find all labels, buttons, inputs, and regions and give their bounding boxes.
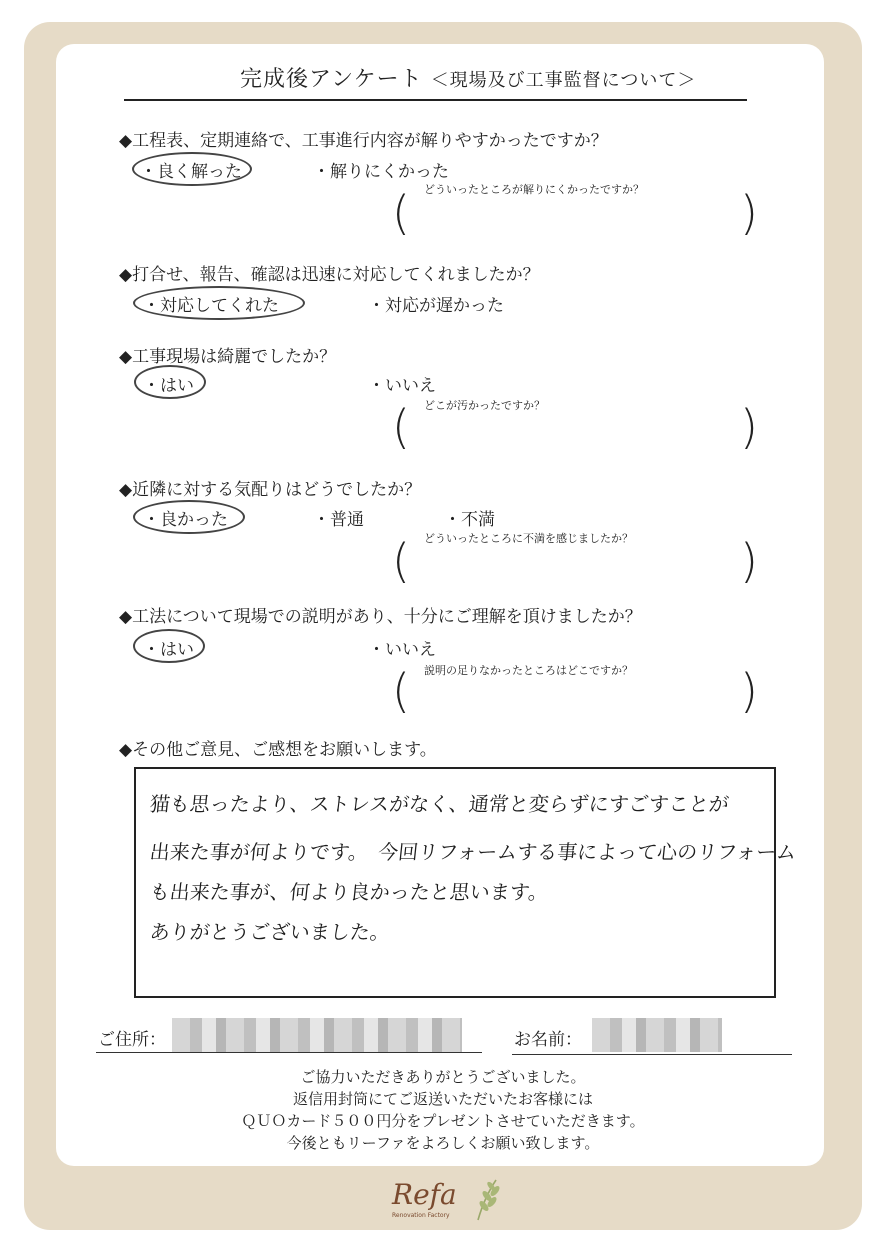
footer-line-2: 返信用封筒にてご返送いただいたお客様には (292, 1090, 593, 1108)
comment-line-4: ありがとうございました。 (148, 920, 392, 944)
footer-line-3: ＱＵＯカード５００円分をプレゼントさせていただきます。 (241, 1112, 645, 1130)
q4-option-2[interactable]: ・普通 (313, 510, 364, 530)
q5-hint: 説明の足りなかったところはどこですか？ (424, 664, 633, 677)
q1-hint: どういったところが解りにくかったですか？ (424, 183, 644, 196)
q1-answer-circle (132, 152, 252, 186)
q3-paren-right: ) (740, 400, 758, 454)
q1-option-2[interactable]: ・解りにくかった (313, 162, 449, 182)
name-underline (512, 1054, 792, 1055)
address-underline (96, 1052, 482, 1053)
comment-line-1: 猫も思ったより、ストレスがなく、通常と変らずにすごすことが (148, 792, 731, 816)
q1-option-1[interactable]: ・良く解った (140, 162, 242, 182)
q2-option-2[interactable]: ・対応が遅かった (368, 296, 504, 316)
q3-hint: どこが汚かったですか？ (424, 399, 545, 412)
comments-label: ◆その他ご意見、ご感想をお願いします。 (119, 740, 437, 760)
q5-paren-right: ) (740, 664, 758, 718)
leaf-icon (470, 1176, 502, 1226)
q2-option-1[interactable]: ・対応してくれた (143, 296, 279, 316)
q4-option-3[interactable]: ・不満 (444, 510, 495, 530)
question-2: ◆打合せ、報告、確認は迅速に対応してくれましたか？ (119, 265, 540, 285)
question-1: ◆工程表、定期連絡で、工事進行内容が解りやすかったですか？ (119, 131, 608, 151)
survey-title-main: 完成後アンケート (240, 67, 423, 92)
address-redacted (172, 1018, 462, 1052)
question-3: ◆工事現場は綺麗でしたか？ (119, 347, 337, 367)
footer-line-1: ご協力いただきありがとうございました。 (300, 1068, 586, 1086)
footer-line-4: 今後ともリーファをよろしくお願い致します。 (286, 1134, 600, 1152)
q5-option-2[interactable]: ・いいえ (368, 640, 436, 660)
q4-option-1[interactable]: ・良かった (143, 510, 228, 530)
q4-answer-circle (133, 500, 245, 534)
survey-title-sub: ＜現場及び工事監督について＞ (430, 70, 697, 91)
q4-paren-right: ) (740, 534, 758, 588)
refa-logo: Refa (392, 1178, 457, 1211)
q4-hint: どういったところに不満を感じましたか？ (424, 532, 633, 545)
q1-paren-left: ( (392, 186, 410, 240)
name-redacted (592, 1018, 722, 1052)
survey-title (240, 62, 696, 93)
q3-option-1[interactable]: ・はい (143, 376, 194, 396)
address-label: ご住所： (98, 1030, 166, 1050)
q5-paren-left: ( (392, 664, 410, 718)
q3-paren-left: ( (392, 400, 410, 454)
q2-answer-circle (133, 286, 305, 320)
q5-option-1[interactable]: ・はい (143, 640, 194, 660)
q3-option-2[interactable]: ・いいえ (368, 376, 436, 396)
comment-line-2: 出来た事が何よりです。 今回リフォームする事によって心のリフォーム (148, 840, 798, 864)
comment-line-3: も出来た事が、何より良かったと思います。 (148, 880, 550, 904)
q3-answer-circle (134, 365, 206, 399)
q4-paren-left: ( (392, 534, 410, 588)
q1-paren-right: ) (740, 186, 758, 240)
q5-answer-circle (133, 629, 205, 663)
title-underline (124, 99, 747, 101)
question-5: ◆工法について現場での説明があり、十分にご理解を頂けましたか？ (119, 607, 642, 627)
name-label: お名前： (514, 1030, 582, 1050)
refa-logo-subtitle: Renovation Factory (392, 1212, 450, 1219)
question-4: ◆近隣に対する気配りはどうでしたか？ (119, 480, 422, 500)
